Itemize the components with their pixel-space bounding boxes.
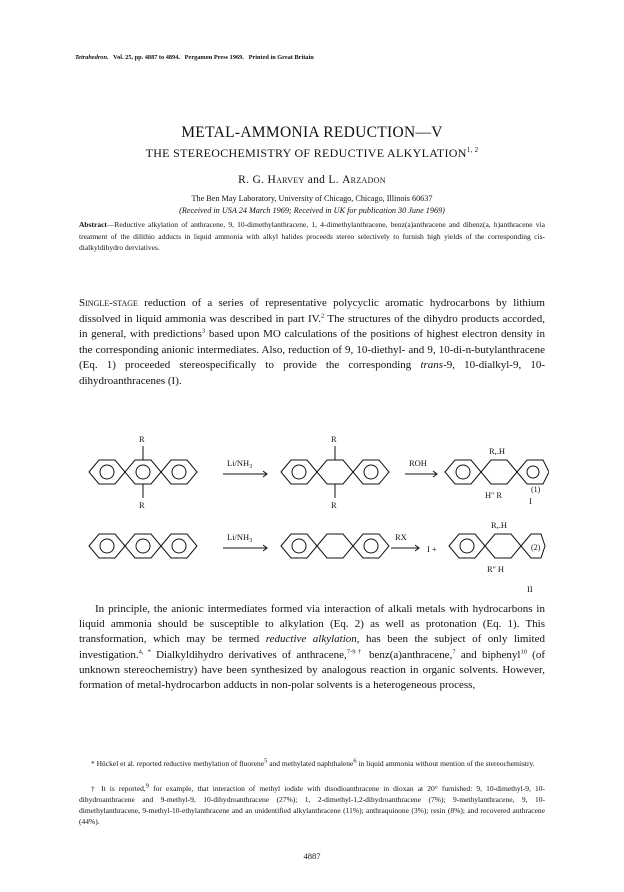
- footnote-1-text-2: and methylated naphthalene: [267, 759, 354, 768]
- subtitle-refs: 1, 2: [466, 146, 479, 154]
- para2-ref-3: 7: [452, 647, 456, 655]
- reagent-1-text: Li/NH: [227, 458, 250, 468]
- intro-ref-2: 3: [201, 327, 206, 335]
- compound-label-1: I: [529, 496, 532, 506]
- para2-text-5: and biphenyl: [455, 648, 521, 661]
- dianion-structure-2: [281, 534, 389, 558]
- authors-and: and: [307, 174, 326, 186]
- footnote-1-text-3: in liquid ammonia without mention of the stereochemistry.: [356, 759, 535, 768]
- received-dates: (Received in USA 24 March 1969; Received in UK for publication 30 June 1969): [179, 206, 445, 215]
- dianion-structure: [281, 434, 389, 510]
- para2-text-6: (of unknown stereochemistry) have been synthesized by analogous reaction in organic solvents. However, formation of metal-hydrocarbon adducts in non-polar solvents is a heterogeneous process,: [79, 648, 546, 692]
- equation-number-2: (2): [531, 543, 541, 552]
- intro-text-2: The structures of the dihydro products accorded, in general, with predictions: [79, 312, 545, 341]
- para2-text-2: , has been the subject of only limited investigation.: [79, 633, 545, 661]
- scheme-hr-bottom: H'' R: [485, 490, 503, 500]
- intro-text-1: reduction of a series of representative polycyclic aromatic hydrocarbons by lithium dissolved in liquid ammonia was described in part IV.: [79, 297, 545, 325]
- abstract-label: Abstract: [79, 220, 107, 229]
- intro-paragraph: [79, 296, 545, 390]
- paper-title: METAL-AMMONIA REDUCTION—V: [181, 124, 443, 141]
- para2-ref-4: 10: [520, 647, 527, 655]
- intro-text-3: based upon MO calculations of the positions of highest electron density in the corresponding anionic intermediates. Also, reduction of 9, 10-diethyl- and 9, 10-di-n-butylanthracene (Eq. 1) proceeded stereospecifically to provide the corresponding: [79, 328, 545, 372]
- footnote-1: [79, 758, 545, 769]
- para2-text-3: Dialkyldihydro derivatives of anthracene,: [150, 648, 347, 661]
- scheme-plus: I +: [427, 544, 437, 554]
- footnote-2-text: It is reported,: [97, 784, 146, 793]
- author1-surname: Harvey: [267, 174, 305, 186]
- journal-printed: Printed in Great Britain: [248, 54, 314, 61]
- intro-lead: Single-stage: [79, 297, 138, 309]
- scheme-r-bottom-1: R: [139, 500, 145, 510]
- reagent-2-sub: 3: [249, 538, 253, 544]
- footnote-1-text: Hückel et al. reported reductive methylation of fluorene: [94, 759, 265, 768]
- para2-ref-2: 7-9†: [346, 647, 364, 655]
- footnote-2-ref-1: 9: [145, 782, 150, 790]
- author1-initials: R. G.: [238, 174, 265, 186]
- page-number: 4887: [303, 851, 321, 861]
- footnote-1-ref-1: 5: [264, 757, 268, 765]
- para2-ref-1: 4, *: [138, 647, 151, 655]
- scheme-r-top-1: R: [139, 434, 145, 444]
- scheme-r-bottom-2: R: [331, 500, 337, 510]
- para2-italic: reductive alkylation: [265, 633, 357, 646]
- authors: [0, 174, 624, 186]
- footnote-2: [79, 783, 545, 827]
- affiliation: The Ben May Laboratory, University of Chicago, Chicago, Illinois 60637: [191, 194, 433, 203]
- journal-header: [75, 54, 314, 61]
- paragraph-2: [79, 602, 545, 693]
- para2-text-1: In principle, the anionic intermediates formed via interaction of alkali metals with hydrocarbons in liquid ammonia should be susceptible to alkylation (Eq. 2) as well as protonation (Eq. 1). This transformation, which may be termed: [79, 603, 545, 646]
- scheme-rh-top: R,.H: [489, 446, 506, 456]
- scheme-reagent-2: [227, 532, 252, 544]
- scheme-rx: RX: [395, 532, 407, 542]
- equation-number-1: (1): [531, 485, 541, 494]
- reagent-2-text: Li/NH: [227, 532, 250, 542]
- anthracene-dialkyl-structure: [89, 434, 197, 510]
- para2-text-4: benz(a)anthracene,: [363, 648, 453, 661]
- author2-surname: Arzadon: [342, 174, 386, 186]
- footnote-2-mark: †: [91, 784, 97, 793]
- journal-citation: Vol. 25, pp. 4887 to 4894.: [113, 54, 180, 61]
- scheme-rh-bottom-2: R'' H: [487, 564, 505, 574]
- scheme-r-top-2: R: [331, 434, 337, 444]
- journal-publisher: Pergamon Press 1969.: [184, 54, 244, 61]
- footnote-1-mark: *: [91, 759, 95, 768]
- author2-initials: L.: [328, 174, 339, 186]
- abstract-text: —Reductive alkylation of anthracene, 9, 10-dimethylanthracene, 1, 4-dimethylanthracene, benz(a)anthracene and dibenz(a, h)anthracene via treatment of the dilithio adducts in liquid ammonia with alkyl halides proceeds stereo selectively to furnish high yields of the corresponding cis-dialkyldihydro derviatives.: [79, 220, 545, 253]
- reagent-1-sub: 3: [249, 464, 253, 470]
- scheme-rh-top-2: R,.H: [491, 520, 508, 530]
- anthracene-structure: [89, 534, 197, 558]
- journal-name: Tetrahedron.: [75, 54, 109, 61]
- scheme-roh: ROH: [409, 458, 427, 468]
- scheme-reagent-1: [227, 458, 252, 470]
- intro-text-trans: trans: [420, 359, 444, 372]
- intro-ref-1: 2: [320, 311, 325, 319]
- compound-label-2: II: [527, 584, 533, 594]
- footnote-2-text-2: for example, that interaction of methyl iodide with disodioanthracene in dioxan at 20° furnished: 9, 10-dimethyl-9, 10-dihydroanthracene and 9-methyl-9, 10-dihydroanthracene (27%); 1, 2-dimethyl-1,2-dihydroanthracene (7%); 9-methylanthracene, 9, 10-dimethylanthracene, 9-methyl-10-ethylanthracene and an unidentified alkylanthracene (11%); anthraquinone (3%); resin (8%); and recovered anthracene (44%).: [79, 784, 546, 826]
- abstract: [79, 219, 545, 254]
- subtitle-text: THE STEREOCHEMISTRY OF REDUCTIVE ALKYLATION: [145, 146, 467, 160]
- paper-subtitle: [0, 146, 624, 161]
- intro-text-4: -9, 10-dialkyl-9, 10-dihydroanthracenes (I).: [79, 359, 546, 387]
- footnote-1-ref-2: 6: [353, 757, 357, 765]
- reaction-scheme: [79, 422, 549, 600]
